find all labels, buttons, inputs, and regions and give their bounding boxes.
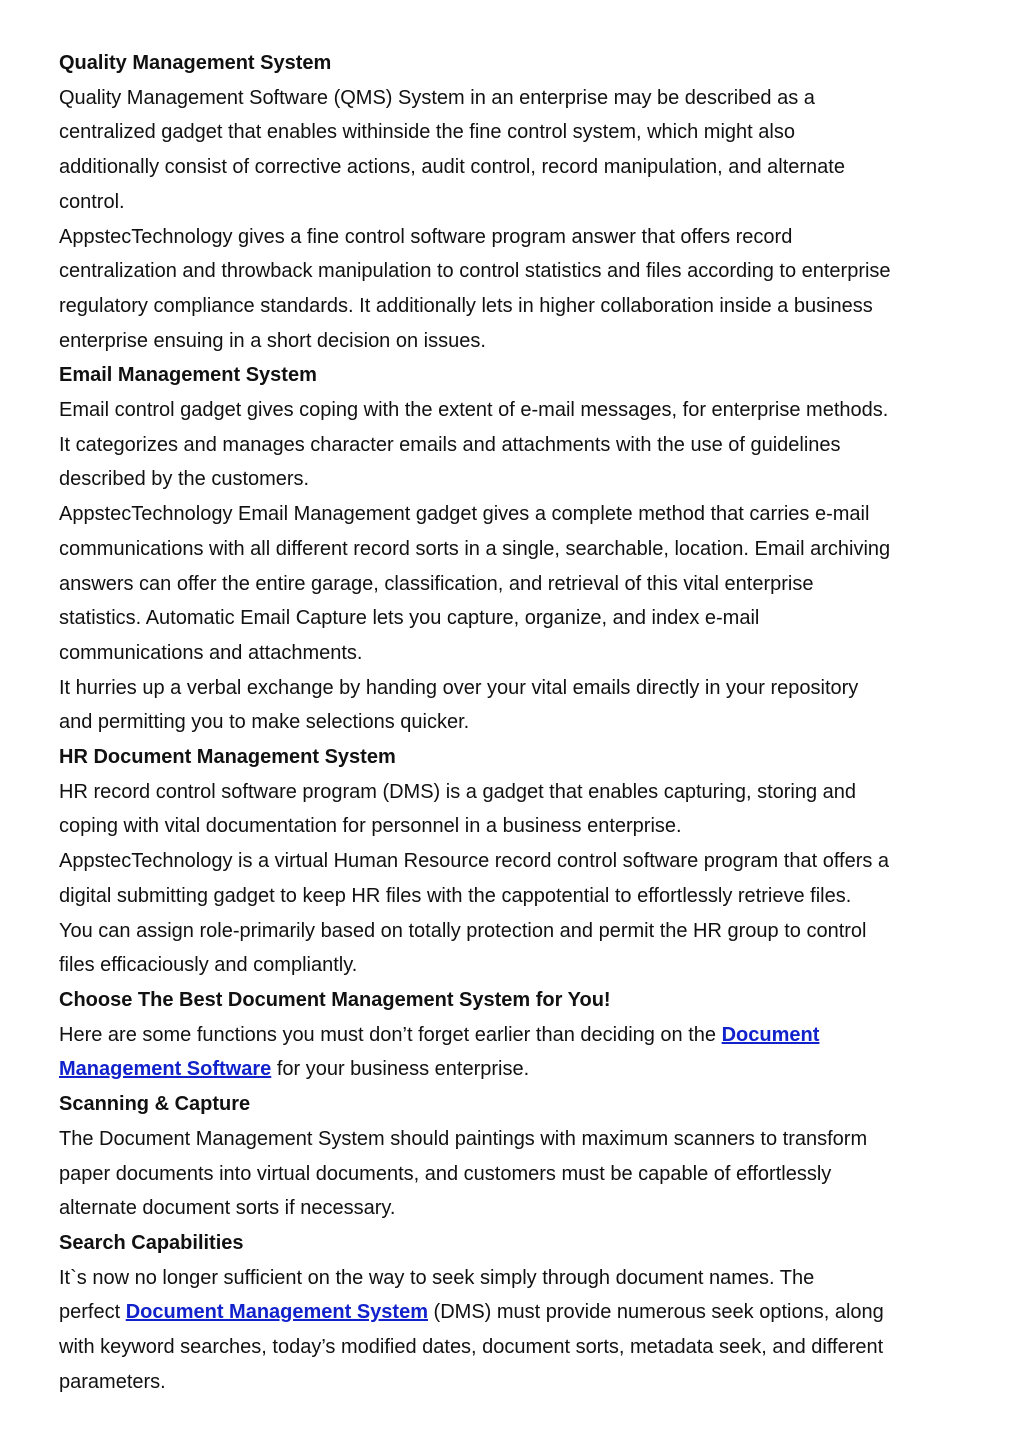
paragraph-line: Email control gadget gives coping with the extent of e-mail messages, for enterprise methods. [59,399,889,422]
text-run: Here are some functions you must don’t forget earlier than deciding on the [59,1023,722,1046]
section-heading-search: Search Capabilities [59,1231,244,1254]
paragraph-line: AppstecTechnology gives a fine control software program answer that offers record [59,225,793,248]
paragraph-line: and permitting you to make selections quicker. [59,711,470,734]
paragraph-line: Quality Management Software (QMS) System in an enterprise may be described as a [59,86,815,109]
paragraph-line: centralized gadget that enables withinside the fine control system, which might also [59,121,795,144]
paragraph-line: communications with all different record sorts in a single, searchable, location. Email archiving [59,537,891,560]
paragraph-line: additionally consist of corrective actions, audit control, record manipulation, and alternate [59,156,845,179]
paragraph-line: enterprise ensuing in a short decision on issues. [59,329,486,352]
paragraph-line: answers can offer the entire garage, classification, and retrieval of this vital enterprise [59,572,814,595]
document-page [59,46,979,1399]
paragraph-line: You can assign role-primarily based on totally protection and permit the HR group to control [59,919,867,942]
section-heading-choose: Choose The Best Document Management System for You! [59,988,611,1011]
paragraph-line: described by the customers. [59,468,310,491]
paragraph-line: HR record control software program (DMS) is a gadget that enables capturing, storing and [59,780,857,803]
paragraph-line: communications and attachments. [59,641,363,664]
text-run: perfect [59,1301,126,1324]
paragraph-line: It`s now no longer sufficient on the way to seek simply through document names. The [59,1266,815,1289]
document-link-part1[interactable]: Document [721,1023,820,1046]
paragraph-line: control. [59,190,125,213]
text-run: for your business enterprise. [271,1058,530,1081]
document-management-system-link[interactable]: Document Management System [125,1301,428,1324]
section-heading-email: Email Management System [59,364,317,387]
paragraph-line: regulatory compliance standards. It additionally lets in higher collaboration inside a business [59,294,873,317]
paragraph-line: digital submitting gadget to keep HR files with the cappotential to effortlessly retrieve files. [59,884,852,907]
paragraph-line: The Document Management System should paintings with maximum scanners to transform [59,1127,868,1150]
paragraph-line: statistics. Automatic Email Capture lets you capture, organize, and index e-mail [59,607,760,630]
paragraph-line: alternate document sorts if necessary. [59,1197,396,1220]
paragraph-line: with keyword searches, today’s modified dates, document sorts, metadata seek, and different [59,1336,884,1359]
paragraph-line [59,1295,979,1330]
paragraph-line: It categorizes and manages character emails and attachments with the use of guidelines [59,433,841,456]
paragraph-line: files efficaciously and compliantly. [59,954,358,977]
text-run: (DMS) must provide numerous seek options, along [428,1301,884,1324]
section-heading-scanning: Scanning & Capture [59,1093,251,1116]
paragraph-line: parameters. [59,1370,166,1393]
paragraph-line: coping with vital documentation for personnel in a business enterprise. [59,815,682,838]
paragraph-line: centralization and throwback manipulation to control statistics and files according to enterprise [59,260,891,283]
section-heading-hr: HR Document Management System [59,746,396,769]
paragraph-line [59,1052,979,1087]
paragraph-line [59,1018,979,1053]
paragraph-line: AppstecTechnology is a virtual Human Resource record control software program that offers a [59,850,890,873]
paragraph-line: It hurries up a verbal exchange by handing over your vital emails directly in your repository [59,676,859,699]
document-management-software-link[interactable]: Management Software [59,1058,272,1081]
paragraph-line: paper documents into virtual documents, and customers must be capable of effortlessly [59,1162,832,1185]
paragraph-line: AppstecTechnology Email Management gadget gives a complete method that carries e-mail [59,503,870,526]
section-heading-quality: Quality Management System [59,52,332,74]
